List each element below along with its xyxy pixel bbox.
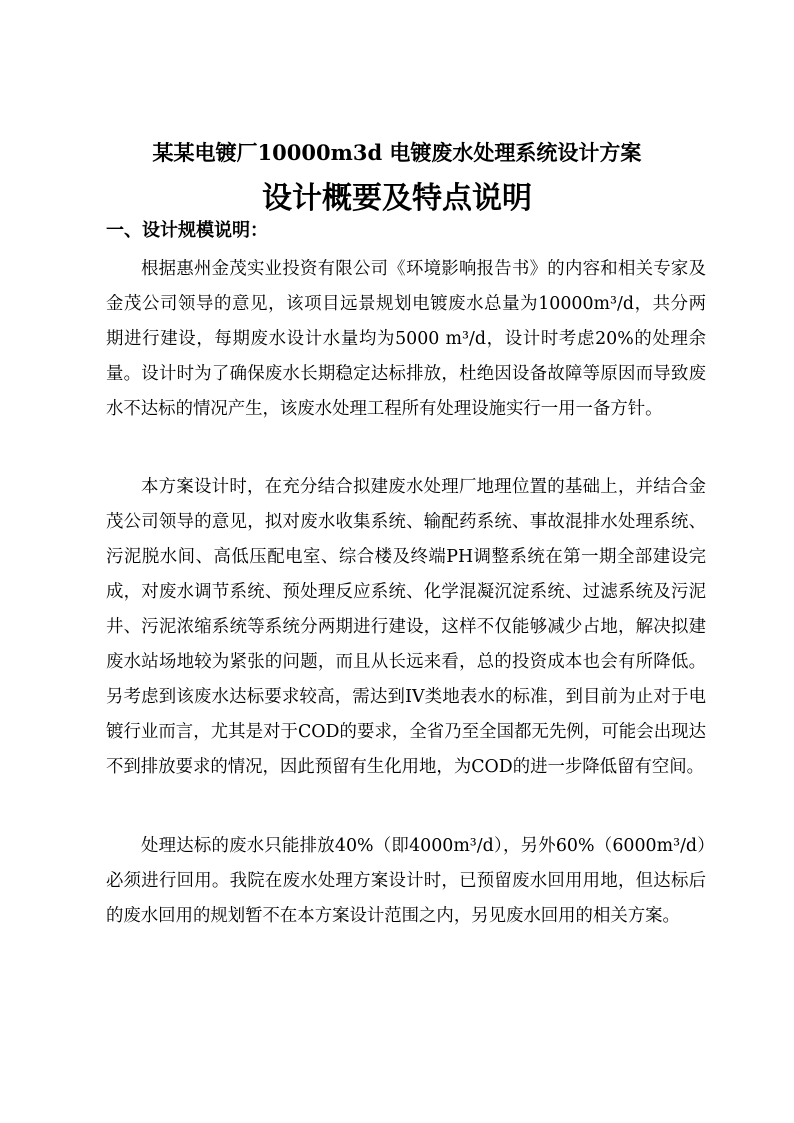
paragraph-block-3 bbox=[106, 829, 706, 934]
paragraph-block-2 bbox=[106, 470, 706, 785]
paragraph-construction-plan: 本方案设计时，在充分结合拟建废水处理厂地理位置的基础上，并结合金茂公司领导的意见，拟对废水收集系统、输配药系统、事故混排水处理系统、污泥脱水间、高低压配电室、综合楼及终端PH调整系统在第一期全部建设完成，对废水调节系统、预处理反应系统、化学混凝沉淀系统、过滤系统及污泥井、污泥浓缩系统等系统分两期进行建设，这样不仅能够减少占地，解决拟建废水站场地较为紧张的问题，而且从长远来看，总的投资成本也会有所降低。另考虑到该废水达标要求较高，需达到IV类地表水的标准，到目前为止对于电镀行业而言，尤其是对于COD的要求，全省乃至全国都无先例，可能会出现达不到排放要求的情况，因此预留有生化用地，为COD的进一步降低留有空间。 bbox=[106, 477, 706, 777]
paragraph-block-1 bbox=[106, 252, 706, 427]
section-heading: 一、设计规模说明： bbox=[106, 220, 268, 241]
document-subtitle: 设计概要及特点说明 bbox=[262, 181, 532, 216]
document-title: 某某电镀厂10000m3d 电镀废水处理系统设计方案 bbox=[152, 140, 642, 165]
paragraph-design-scale: 根据惠州金茂实业投资有限公司《环境影响报告书》的内容和相关专家及金茂公司领导的意见，该项目远景规划电镀废水总量为10000m³/d，共分两期进行建设，每期废水设计水量均为5000 m³/d，设计时考虑20%的处理余量。设计时为了确保废水长期稳定达标排放，杜绝因设备故障等原因而导致废水不达标的情况产生，该废水处理工程所有处理设施实行一用一备方针。 bbox=[106, 259, 706, 419]
paragraph-reuse: 处理达标的废水只能排放40%（即4000m³/d），另外60%（6000m³/d）必须进行回用。我院在废水处理方案设计时，已预留废水回用用地，但达标后的废水回用的规划暂不在本方案设计范围之内，另见废水回用的相关方案。 bbox=[106, 836, 706, 926]
